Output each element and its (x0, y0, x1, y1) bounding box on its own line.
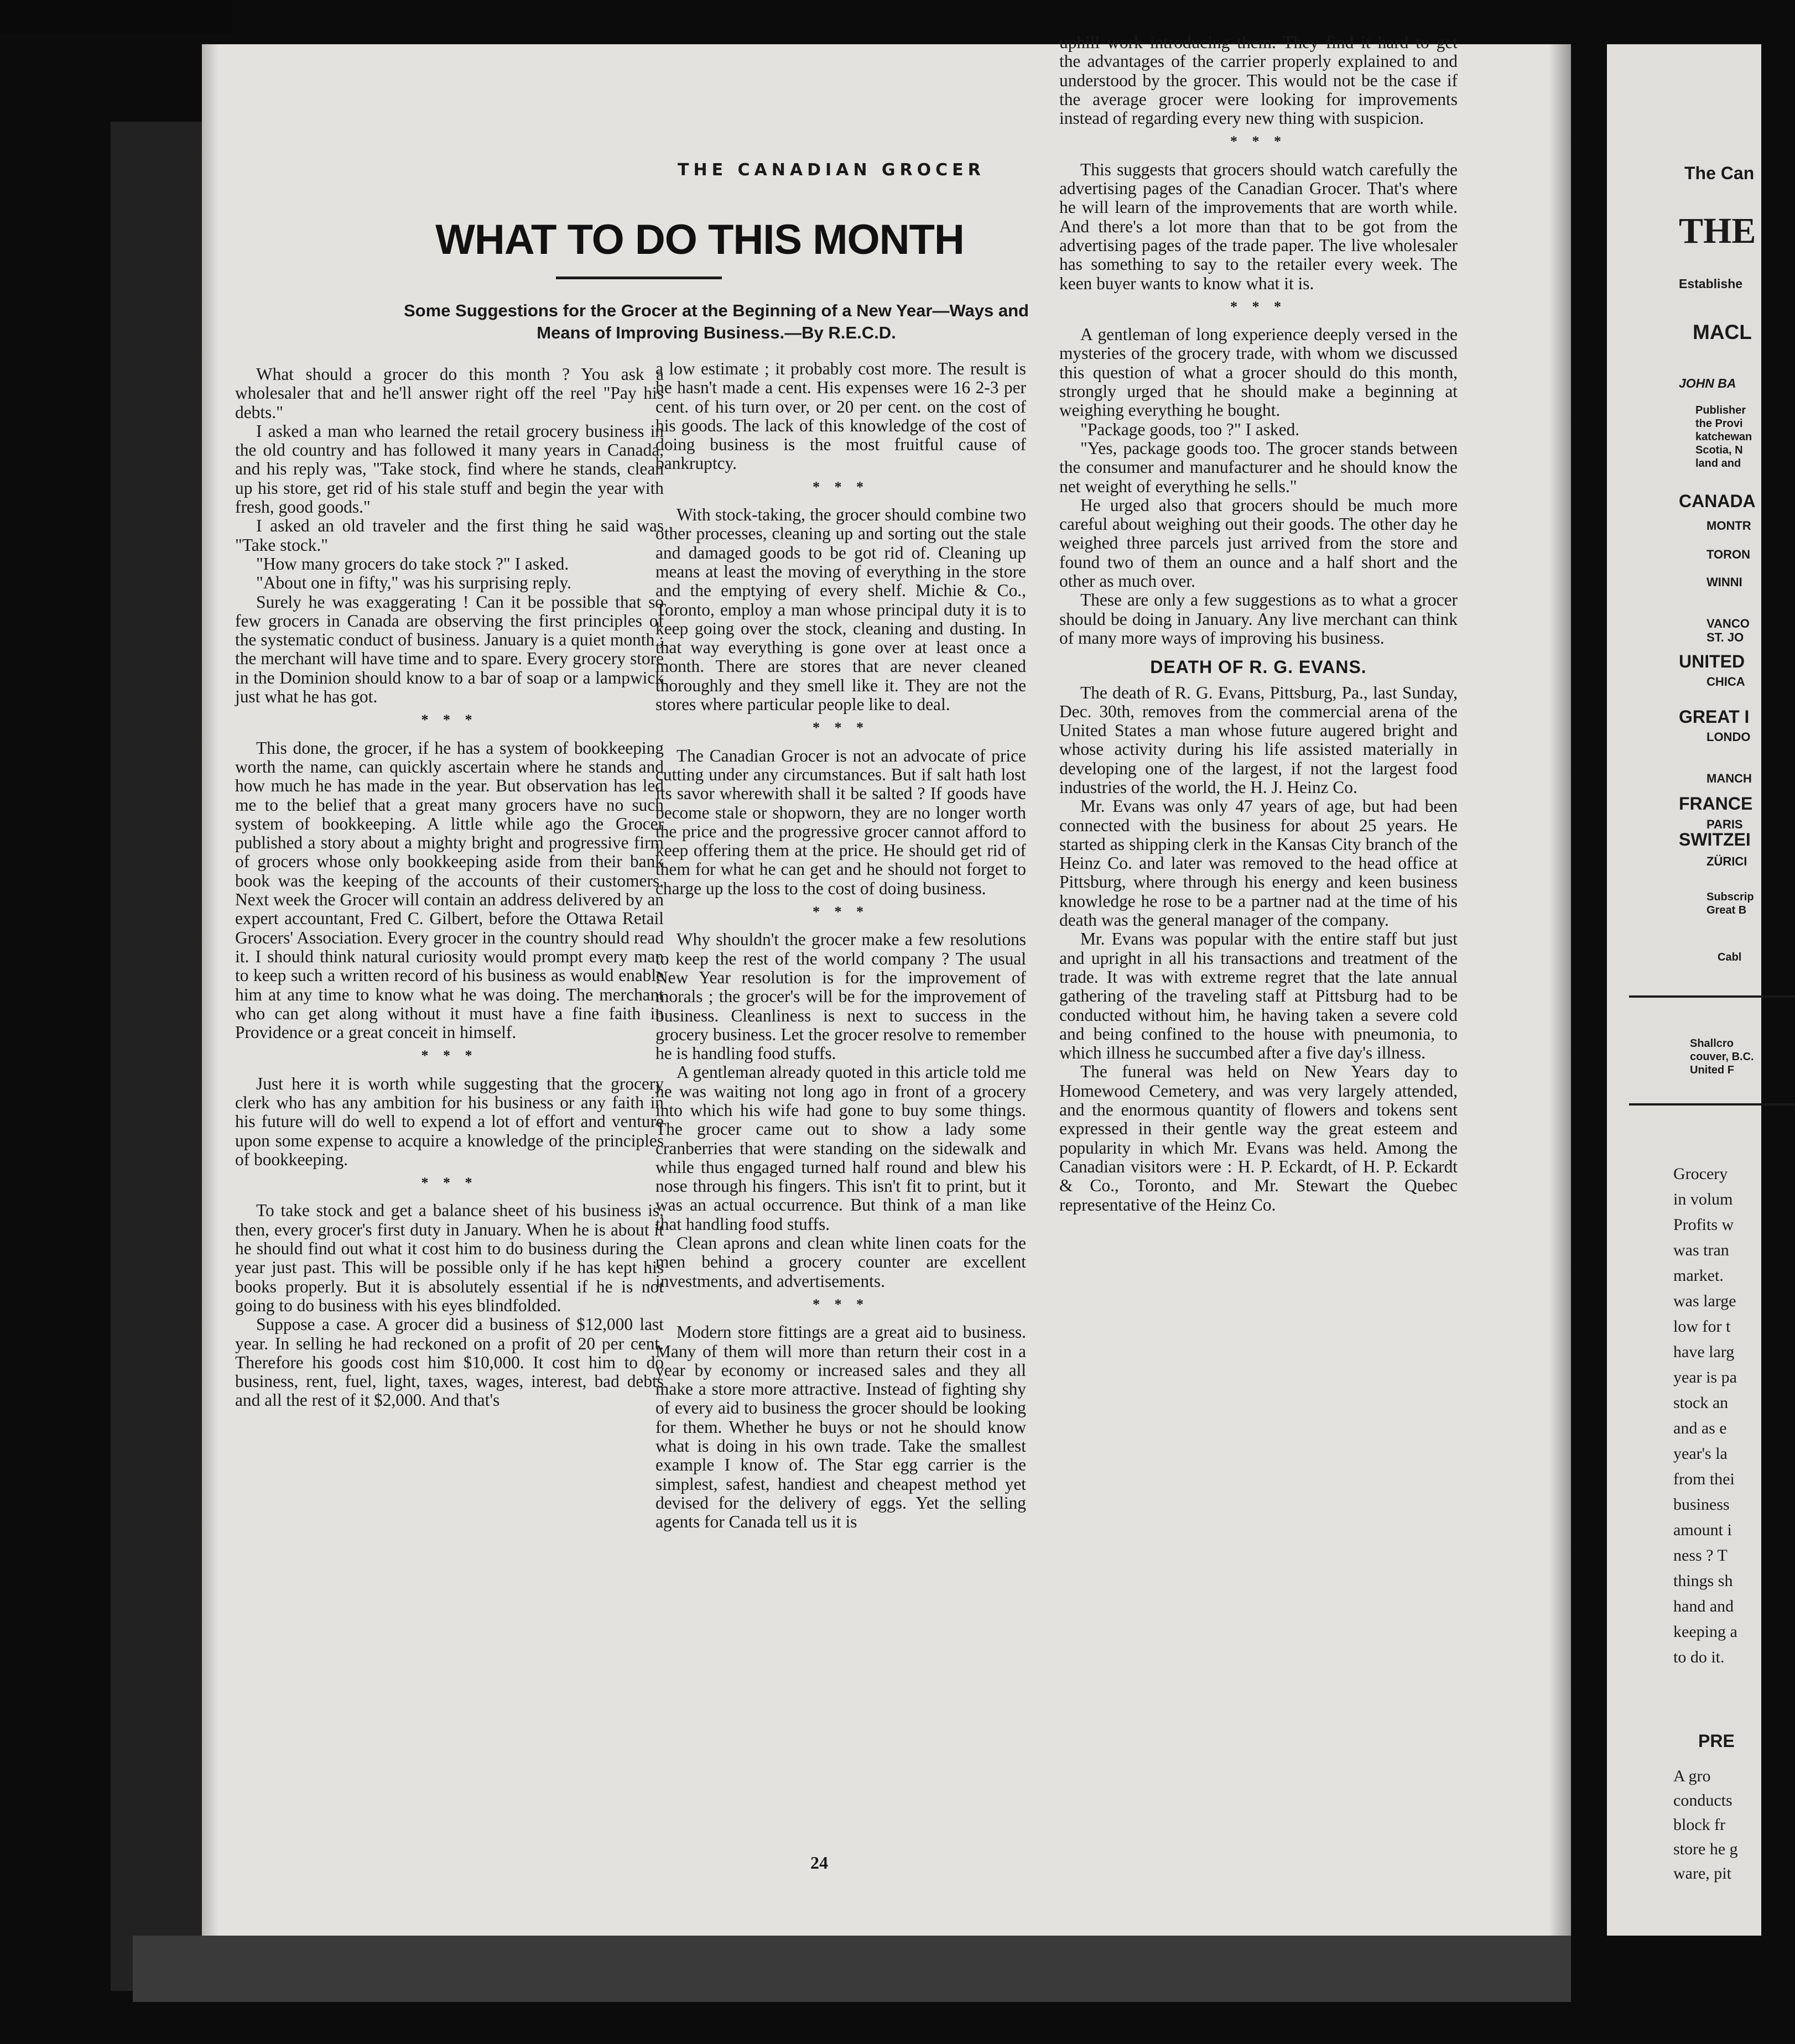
fragment-line: Profits w (1673, 1216, 1734, 1234)
facing-page-fragment (1607, 44, 1761, 1936)
fragment-line: amount i (1673, 1521, 1732, 1539)
office-country: CANADA (1679, 491, 1756, 511)
office-city: CHICA (1706, 675, 1745, 689)
fragment-line: low for t (1673, 1317, 1731, 1336)
publisher-note-line: katchewan (1695, 431, 1752, 443)
office-city: MANCH (1706, 771, 1752, 785)
publisher-name: MACL (1693, 321, 1752, 343)
article-column-3 (1059, 33, 1458, 1214)
book-binding-left (111, 122, 205, 1991)
address-block (1690, 1037, 1754, 1077)
title-rule (556, 277, 722, 279)
office-city: ST. JO (1706, 630, 1744, 644)
subtitle-line-1: Some Suggestions for the Grocer at the Beginning of a New Year—Ways and (403, 301, 1029, 320)
section-separator: * * * (421, 1175, 478, 1191)
address-line: Shallcro (1690, 1037, 1734, 1050)
fragment-line: keeping a (1673, 1623, 1737, 1641)
paragraph: What should a grocer do this month ? You ask a wholesaler that and he'll answer right off the reel "Pay his debts." (235, 364, 664, 422)
paragraph: A gentleman already quoted in this article told me he was waiting not long ago in front of a grocery into which his wife had gone to buy some things. The grocer came out to show a lady some cranberries that were standing on the sidewalk and while thus engaged turned half round and blew his nose through his fingers. This isn't fit to print, but it was an actual occurrence. But think of a man like that handling food stuffs. (655, 1062, 1026, 1234)
fragment-line: ware, pit (1673, 1864, 1731, 1883)
fragment-line: to do it. (1673, 1648, 1725, 1666)
page-subtitle (246, 300, 1187, 344)
office-city: PARIS (1706, 817, 1743, 831)
office-city: VANCO (1706, 617, 1750, 630)
paragraph: Surely he was exaggerating ! Can it be possible that so few grocers in Canada are observing the first principles of the systematic conduct of business. January is a quiet month ; the merchant will have time and to spare. Every grocery store in the Dominion should know to a bar of soap or a lampwick just what he has got. (235, 592, 664, 707)
page-title: WHAT TO DO THIS MONTH (435, 216, 964, 263)
publisher-note-line: Scotia, N (1695, 444, 1743, 456)
fragment-line: Grocery (1673, 1165, 1728, 1183)
section-separator: * * * (813, 719, 869, 736)
office-city: TORON (1706, 548, 1751, 561)
fragment-line: stock an (1673, 1394, 1729, 1412)
paragraph: A gentleman of long experience deeply versed in the mysteries of the grocery trade, with whom we discussed this question of what a grocer should do this month, strongly urged that he should make a beginning at weighing everything he bought. (1059, 325, 1458, 420)
fragment-line: year is pa (1673, 1368, 1737, 1386)
office-country: GREAT I (1679, 707, 1750, 727)
fragment-line: ness ? T (1673, 1546, 1728, 1565)
running-head: The Can (1684, 163, 1755, 183)
paragraph: Just here it is worth while suggesting that the grocery clerk who has any ambition for his business or any faith in his future will do well to expend a lot of effort and venture upon some expense to acquire a knowledge of the principles of bookkeeping. (235, 1073, 664, 1169)
subscription-line: Great B (1706, 904, 1747, 916)
office-country: UNITED (1679, 651, 1745, 671)
editorial-fragment (1673, 1161, 1737, 1670)
paragraph: a low estimate ; it probably cost more. The result is he hasn't made a cent. His expenses were 16 2-3 per cent. of his turn over, or 20 per cent. on the cost of his goods. The lack of this knowledge of the cost of doing business is the most fruitful cause of bankruptcy. (655, 359, 1026, 473)
publisher-note-line: the Provi (1695, 418, 1743, 430)
fragment-line: year's la (1673, 1445, 1728, 1463)
paragraph: With stock-taking, the grocer should combine two other processes, cleaning up and sorting out the stale and damaged goods to be got rid of. Cleaning up means at least the moving of everything in the store and the emptying of every shelf. Michie & Co., Toronto, employ a man whose principal duty it is to keep going over the stock, cleaning and dusting. In that way everything is gone over at least once a month. There are stores that are never cleaned thoroughly and they smell like it. They are not the stores where particular people like to deal. (655, 505, 1026, 715)
paragraph: These are only a few suggestions as to what a grocer should be doing in January. Any live merchant can think of many more ways of improving his business. (1059, 590, 1458, 648)
fragment-line: hand and (1673, 1597, 1734, 1615)
paragraph: To take stock and get a balance sheet of his business is, then, every grocer's first duty in January. When he is about it he should find out what it cost him to do business during the year just past. This will be possible only if he has kept his books properly. But it is absolutely essential if he is not going to do business with his eyes blindfolded. (235, 1201, 664, 1315)
address-line: couver, B.C. (1690, 1051, 1754, 1063)
paragraph: "Package goods, too ?" I asked. (1080, 419, 1300, 439)
paragraph: "Yes, package goods too. The grocer stands between the consumer and manufacturer and he should know the net weight of everything he sells." (1059, 438, 1458, 496)
office-city: MONTR (1706, 519, 1751, 533)
paragraph: I asked a man who learned the retail grocery business in the old country and has followed it many years in Canada, and his reply was, "Take stock, find where he stands, clean up his store, get rid of his stale stuff and begin the year with fresh, good goods." (235, 421, 664, 517)
address-line: United F (1690, 1064, 1734, 1076)
fragment-line: business (1673, 1495, 1730, 1514)
paragraph: uphill work introducing them. They find it hard to get the advantages of the carrier properly explained to and understood by the grocer. This would not be the case if the average grocer were looking for improvements instead of regarding every new thing with suspicion. (1059, 33, 1458, 128)
fragment-line: in volum (1673, 1190, 1733, 1208)
article-column-2 (655, 359, 1026, 1532)
subtitle-line-2: Means of Improving Business.—By R.E.C.D. (537, 323, 896, 342)
publisher-note-line: land and (1695, 457, 1741, 470)
established-line: Establishe (1679, 277, 1743, 291)
paragraph: The Canadian Grocer is not an advocate of price cutting under any circumstances. But if salt hath lost its savor wherewith shall it be salted ? If goods have become stale or shopworn, they are no longer worth the price and the progressive grocer cannot afford to keep offering them at the price. He should get rid of them for what he can get and he should not forget to charge up the loss to the cost of doing business. (655, 745, 1026, 898)
fragment-line: was tran (1673, 1241, 1729, 1259)
fragment-line: have larg (1673, 1343, 1735, 1361)
page-number: 24 (810, 1853, 828, 1873)
fragment-line: market. (1673, 1266, 1724, 1285)
paragraph: Modern store fittings are a great aid to business. Many of them will more than return their cost in a year by economy or increased sales and they all make a store more attractive. Instead of fighting shy of every aid to business the grocer should be looking for them. Whether he buys or not he should know what is doing in his own trade. Take the smallest example I know of. The Star egg carrier is the simplest, safest, handiest and cheapest method yet devised for the delivery of eggs. Yet the selling agents for Canada tell us it is (655, 1322, 1026, 1532)
paragraph: He urged also that grocers should be much more careful about weighing out their goods. The other day he weighed three parcels just arrived from the store and found two of them an ounce and a half short and the other as much over. (1059, 495, 1458, 591)
section-separator: * * * (421, 712, 478, 728)
obituary-heading: DEATH OF R. G. EVANS. (1150, 657, 1367, 677)
subscription-note (1706, 890, 1754, 917)
paragraph: Mr. Evans was popular with the entire staff but just and upright in all his transactions and treatment of the trade. It was with extreme regret that the late annual gathering of the traveling staff at Pittsburg had to be conducted without him, he having taken a severe cold and being confined to the house with pneumonia, to which illness he succumbed after a five day's illness. (1059, 929, 1458, 1063)
section-separator: * * * (1230, 133, 1287, 150)
magazine-page (202, 33, 1571, 1936)
section-separator: * * * (1230, 298, 1287, 315)
fragment-line: was large (1673, 1292, 1736, 1310)
section-separator: * * * (813, 478, 869, 495)
section-separator: * * * (421, 1047, 478, 1064)
paragraph: "How many grocers do take stock ?" I asked. (256, 554, 569, 573)
page-gutter (1549, 44, 1571, 1936)
fragment-line: conducts (1673, 1791, 1732, 1810)
paragraph: I asked an old traveler and the first thing he said was "Take stock." (235, 516, 664, 555)
publisher-note (1695, 404, 1752, 470)
page-shadow (202, 44, 218, 1936)
fragment-line: from thei (1673, 1470, 1735, 1488)
section-separator: * * * (813, 1296, 869, 1312)
running-head: THE CANADIAN GROCER (678, 160, 985, 180)
article-column-1 (235, 365, 664, 1410)
fragment-line: store he g (1673, 1840, 1738, 1858)
cable-note: Cabl (1718, 951, 1742, 963)
paragraph: This suggests that grocers should watch carefully the advertising pages of the Canadian Grocer. That's where he will learn of the improvements that are worth while. And there's a lot more than that to be got from the advertising pages of the trade paper. The live wholesaler has something to say to the retailer every week. The keen buyer wants to know what it is. (1059, 159, 1458, 293)
office-city: WINNI (1706, 575, 1742, 589)
paragraph: "About one in fifty," was his surprising reply. (256, 573, 571, 593)
paragraph: Suppose a case. A grocer did a business of $12,000 last year. In selling he had reckoned on a profit of 20 per cent. Therefore his goods cost him $10,000. It cost him to do business, rent, fuel, light, taxes, wages, interest, bad debts and all the rest of it $2,000. And that's (235, 1315, 664, 1410)
paragraph: Clean aprons and clean white linen coats for the men behind a grocery counter are excellent investments, and advertisements. (655, 1233, 1026, 1291)
paragraph: This done, the grocer, if he has a system of bookkeeping worth the name, can quickly ascertain where he stands and how much he has made in the year. But observation has led me to the belief that a great many grocers have no such system of bookkeeping. A little while ago the Grocer published a story about a mighty bright and progressive firm of grocers whose only bookkeeping aside from their bank book was the keeping of the accounts of their customers. Next week the Grocer will contain an address delivered by an expert accountant, Fred C. Gilbert, before the Ottawa Retail Grocers' Association. Every grocer in the country should read it. I should think natural curiosity would prompt every man to keep such a written record of his business as would enable him at any time to know what he was doing. The merchant who can get along without it must have a fine faith in Providence or a great conceit in himself. (235, 738, 664, 1042)
publisher-note-line: Publisher (1695, 404, 1746, 416)
fragment-line: things sh (1673, 1572, 1733, 1590)
section-separator: * * * (813, 904, 869, 920)
paragraph: The funeral was held on New Years day to Homewood Cemetery, and was very largely attended, and the enormous quantity of flowers and tokens sent expressed in their gentle way the great esteem and popularity in which Mr. Evans was held. Among the Canadian visitors were : H. P. Eckardt, of H. P. Eckardt & Co., Toronto, and Mr. Stewart the Quebec representative of the Heinz Co. (1059, 1062, 1458, 1214)
fragment-line: block fr (1673, 1816, 1726, 1834)
book-edge-bottom (133, 1936, 1571, 2002)
office-country: SWITZEI (1679, 830, 1751, 849)
paragraph: Mr. Evans was only 47 years of age, but had been connected with the business for about 25 years. He started as shipping clerk in the Kansas City branch of the Heinz Co. and later was removed to the head office at Pittsburg, where through his energy and keen business knowledge he rose to be a partner nad at the time of his death was the general manager of the company. (1059, 796, 1458, 930)
editorial-fragment (1673, 1764, 1738, 1886)
divider (1629, 1103, 1795, 1106)
divider (1629, 995, 1795, 998)
publisher-person: JOHN BA (1679, 376, 1736, 390)
office-city: ZÜRICI (1706, 854, 1747, 868)
office-country: FRANCE (1679, 794, 1753, 814)
paragraph: Why shouldn't the grocer make a few resolutions to keep the rest of the world company ? The usual New Year resolution is for the improvement of morals ; the grocer's will be for the improvement of business. Cleanliness is next to success in the grocery business. Let the grocer resolve to remember he is handling food stuffs. (655, 930, 1026, 1063)
fragment-line: and as e (1673, 1419, 1727, 1437)
office-city: LONDO (1706, 730, 1751, 744)
section-heading: PRE (1698, 1731, 1735, 1751)
masthead: THE (1679, 211, 1756, 251)
paragraph: The death of R. G. Evans, Pittsburg, Pa., last Sunday, Dec. 30th, removes from the commercial arena of the United States a man whose future augered bright and whose activity during his life assisted materially in developing one of the largest, if not the largest food industries of the world, the H. J. Heinz Co. (1059, 682, 1458, 797)
subscription-line: Subscrip (1706, 891, 1754, 903)
fragment-line: A gro (1673, 1767, 1711, 1785)
